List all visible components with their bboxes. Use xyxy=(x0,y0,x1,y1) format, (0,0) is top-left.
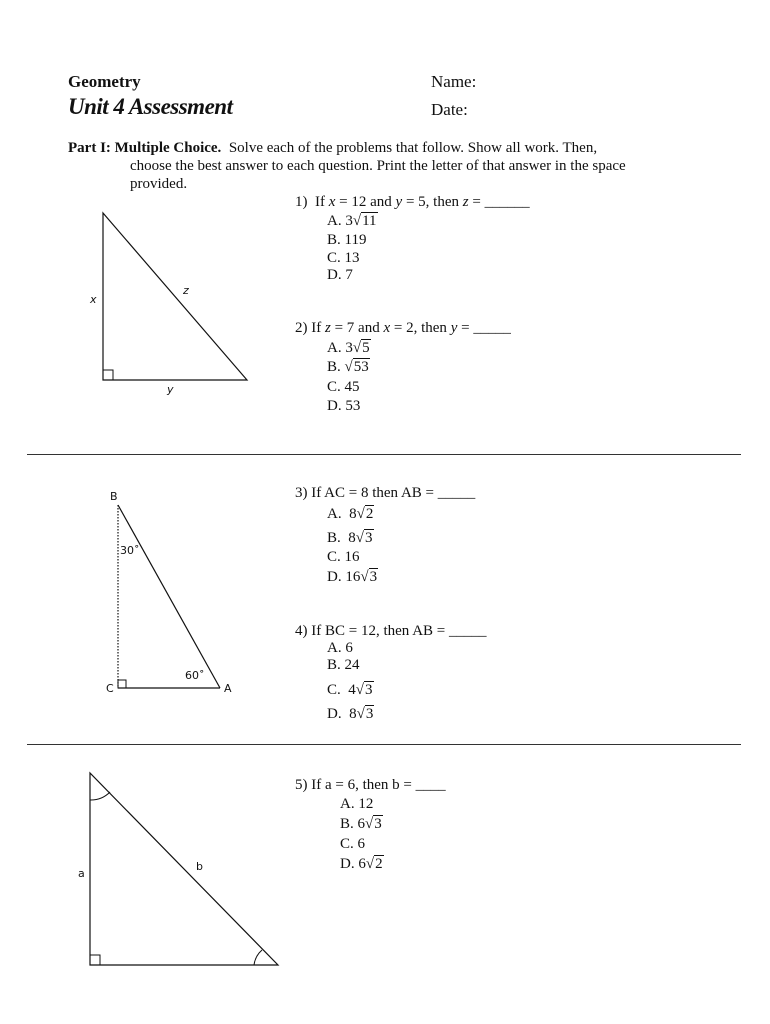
figure-1-right-triangle xyxy=(103,213,247,380)
q1-option-a: A. 3√11 xyxy=(327,213,377,229)
q4-option-d: D. 8√3 xyxy=(327,706,374,722)
q3-option-a: A. 8√2 xyxy=(327,506,374,522)
q1-option-c: C. 13 xyxy=(327,250,360,266)
q2-option-c: C. 45 xyxy=(327,379,360,395)
question-5: 5) If a = 6, then b = ____ xyxy=(295,777,446,793)
question-1: 1) If x = 12 and y = 5, then z = ______ xyxy=(295,194,530,210)
q3-option-b: B. 8√3 xyxy=(327,530,373,546)
unit-title: Unit 4 Assessment xyxy=(68,94,233,119)
q4-option-c: C. 4√3 xyxy=(327,682,373,698)
fig2-label-a: A xyxy=(224,682,232,695)
q3-option-c: C. 16 xyxy=(327,549,360,565)
q1-option-d: D. 7 xyxy=(327,267,353,283)
figure-2-30-60-90-triangle xyxy=(118,505,220,688)
fig2-label-c: C xyxy=(106,682,114,695)
course-title: Geometry xyxy=(68,72,141,91)
instructions-line-2: choose the best answer to each question. Print the letter of that answer in the space xyxy=(130,158,626,174)
fig2-angle-b: 30˚ xyxy=(120,544,140,557)
instructions-line-3: provided. xyxy=(130,176,188,192)
q5-option-c: C. 6 xyxy=(340,836,366,852)
q3-option-d: D. 16√3 xyxy=(327,569,378,585)
q2-option-d: D. 53 xyxy=(327,398,361,414)
fig3-label-a: a xyxy=(78,867,85,880)
q5-option-a: A. 12 xyxy=(340,796,374,812)
section-divider-1 xyxy=(27,454,741,455)
q4-option-a: A. 6 xyxy=(327,640,353,656)
q2-option-a: A. 3√5 xyxy=(327,340,370,356)
fig2-label-b: B xyxy=(110,490,118,503)
q1-option-b: B. 119 xyxy=(327,232,367,248)
name-label: Name: xyxy=(431,72,477,91)
q4-option-b: B. 24 xyxy=(327,657,360,673)
fig3-label-b: b xyxy=(196,860,203,873)
q2-option-b: B. √53 xyxy=(327,359,369,375)
question-3: 3) If AC = 8 then AB = _____ xyxy=(295,485,476,501)
fig1-label-y: y xyxy=(167,383,174,396)
question-2: 2) If z = 7 and x = 2, then y = _____ xyxy=(295,320,511,336)
fig2-angle-a: 60˚ xyxy=(185,669,205,682)
fig1-label-x: x xyxy=(90,293,97,306)
q5-option-d: D. 6√2 xyxy=(340,856,383,872)
instructions-line-1: Solve each of the problems that follow. Show all work. Then, xyxy=(228,140,598,156)
question-4: 4) If BC = 12, then AB = _____ xyxy=(295,623,487,639)
section-divider-2 xyxy=(27,744,741,745)
fig1-label-z: z xyxy=(183,284,189,297)
figure-3-right-triangle xyxy=(90,773,278,965)
date-label: Date: xyxy=(431,100,468,119)
q5-option-b: B. 6√3 xyxy=(340,816,382,832)
part1-title: Part I: Multiple Choice. xyxy=(68,140,222,156)
